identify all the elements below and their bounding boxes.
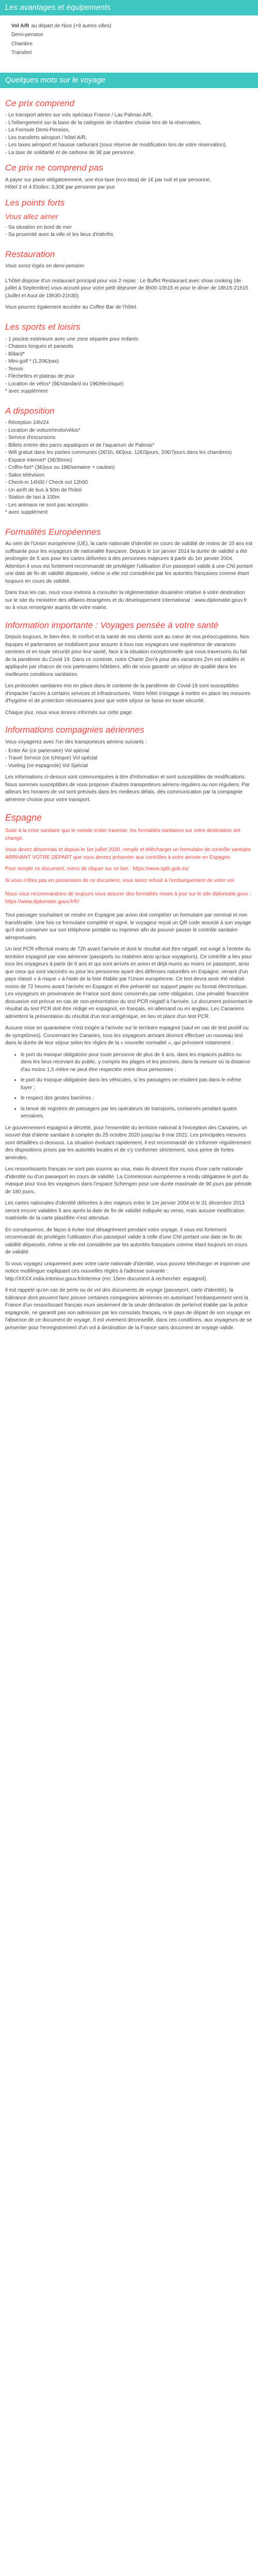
sports-line: - Fléchettes et plateau de jeux	[5, 374, 74, 379]
advantages-banner: Les avantages et équipements	[0, 0, 258, 15]
availability-line: - Les animaux ne sont pas acceptés	[5, 502, 88, 508]
included-line: - L'hébergement sur la base de la catégorie de chambre choisie lors de la réservation,	[5, 120, 202, 126]
flight-info-title: Informations compagnies aériennes	[5, 725, 144, 735]
included-title: Ce prix comprend	[5, 98, 75, 108]
views-list	[5, 224, 253, 239]
availability-line: - Espace internet* (2€/30min)	[5, 457, 73, 463]
sports-line: - Billard*	[5, 351, 25, 357]
advantage-item-text: Transfert	[11, 50, 32, 56]
spain-body-3: Aucune mise en quarantaine n'est exigée à l'arrivée sur le territoire espagnol (sauf en cas de test positif ou de symptômes). Concernant les Canaries, tous les voyageurs arrivant devront effectuer un nouveau test dans la durée de leur séjour selon les règles de la « nouvelle normalité », qui prévoient notamment :	[5, 1025, 249, 1046]
availability-line: * avec supplément	[5, 510, 48, 516]
availability-line: - Location de voiture/moto/vélos*	[5, 427, 80, 433]
sports-line: * avec supplément	[5, 388, 48, 394]
spain-body-6: Les cartes nationales d'identité délivrées à des majeurs entre le 1er janvier 2004 et le 31 décembre 2013 seront encore valables 5 ans après la date de fin de validité indiquée au verso, mais aucune modification matérielle de la carte plastifiée n'est attendue.	[5, 1200, 245, 1222]
availability-title: A disposition	[5, 405, 55, 416]
views-title: Vous allez aimer	[5, 212, 58, 221]
included-line: - Le transport aérien sur vols spéciaux France / Las Palmas A/R,	[5, 112, 153, 118]
spain-body-9: Il est rappelé qu'en cas de perte ou de vol des documents de voyage (passeport, carte d'identité), la tolérance dont peuvent faire preuve certaines compagnies aériennes en autorisant l'embarquement vers la France d'un ressortissant français muni seulement de la seule déclaration de perte/vol établie par la police espagnole, ne garantit pas son admission par les consulats français, ni le pays de départ de son voyage en l'absence de ce document de voyage. Il est vivement déconseillé, dans ces conditions, aux voyageurs de se présenter pour l'enregistrement d'un vol à destination de la France sans document de voyage valide.	[5, 1287, 252, 1331]
availability-line: - Coffre-fort* (3€/jour ou 18€/semaine + caution)	[5, 465, 115, 471]
spain-dots-list	[5, 1052, 253, 1121]
restauration-body: L'hôtel dispose d'un restaurant principal pour vos 2 repas : Le Buffet Restaurant avec show cooking (de juillet à Septembre) vous accueil pour votre petit déjeuner de 8h00-10h15 et pour le dîner de 18h15-21h15 (Juillet et Aout de 18h30-21h30).	[5, 278, 248, 299]
views-line: - Sa situation en bord de mer	[5, 224, 72, 230]
availability-line: - Station de taxi à 100m	[5, 495, 60, 501]
strong-points-title: Les points forts	[5, 197, 65, 208]
spain-red-note: Nous vous recommandons de toujours vous assurer des formalités mises à jour sur le site diplomatie.gouv : https://www.diplomatie.gouv.fr/fr/	[5, 891, 251, 905]
sports-line: - 1 piscine extérieure avec une zone séparée pour enfants	[5, 336, 138, 342]
advantage-item	[11, 41, 253, 48]
not-included-list	[5, 177, 253, 192]
important-body: Depuis toujours, le bien-être, le confort et la santé de nos clients sont au cœur de nos préoccupations. Nos équipes et partenaires se mobilisent pour assurer à tous nos voyageurs une expérience de vacances sereines et en toute sécurité pour leur santé, face à la situation exceptionnelle que nous traversons du fait de la pandémie du Covid 19. Dans ce contexte, notre Charte Zen'à pour des vacances Zen est validée et appliquée par chacun de nos partenaires hôteliers, afin de vous garantir un séjour de qualité dans les meilleures conditions sanitaires.	[5, 634, 250, 677]
availability-line: - Salon télévision	[5, 472, 45, 478]
availability-list	[5, 419, 253, 517]
advantage-item	[11, 23, 253, 30]
advantages-list	[11, 23, 253, 57]
restauration-lead: Vous serez logés en demi-pension	[5, 263, 85, 269]
availability-line: - Réception 24h/24	[5, 420, 49, 426]
advantage-item-text: au départ de Nice (+9 autres villes)	[31, 23, 111, 29]
important-title: Information importante : Voyages pensée à votre santé	[5, 620, 219, 630]
spain-body-1: Tout passager souhaitant se rendre en Espagne par avion doit compléter un formulaire par nominal et non transférable. Une fois ce formulaire complété et signé, le voyageur reçoit un QR code associé à son voyage qu'il doit conserver sur son téléphone portable ou imprimer afin de pouvoir passer le contrôle sanitaire aéroportuaire.	[5, 912, 251, 941]
restauration-title: Restauration	[5, 249, 55, 259]
flight-info-line: - Travel Service (ce tchèque) Vol spécial	[5, 755, 98, 761]
spain-dot-item: • le respect des gestes barrières ;	[21, 1095, 253, 1103]
spain-body-4: Le gouvernement espagnol a décrété, pour l'ensemble du territoire national à l'exception des Canaries, un nouvel état d'alerte sanitaire à compter du 25 octobre 2020 jusqu'au 9 mai 2021. Les principales mesures sont détaillées ci-dessous. La situation évoluant rapidement, il est recommandé de s'informer régulièrement des dispositions prises par les autorités locales et de s'y conformer strictement, sous peine de fortes amendes.	[5, 1125, 251, 1161]
not-included-title: Ce prix ne comprend pas	[5, 163, 103, 173]
availability-line: - Un arrêt de bus à 50m de l'hôtel	[5, 487, 82, 493]
sports-line: - Mini-golf * (1,20€/pax)	[5, 359, 59, 364]
spain-red-line: Suite à la crise sanitaire que le monde entier traverse, les formalités sanitaires sur votre destination ont changé.	[5, 828, 240, 841]
formalities-body: Au sein de l'Union européenne (UE), la carte nationale d'identité en cours de validité de moins de 10 ans est suffisante pour les voyageurs de nationalité française. Depuis le 1er janvier 2014 la durée de validité a été prolongée de 5 ans pour les cartes délivrées à des personnes majeures à partir du 1er janvier 2004. Attention il vous est fortement recommandé de privilégier l'utilisation d'un passeport valide à une CNI portant une date de fin de validité dépassée, même si elle est considérée par les autorités françaises comme étant toujours en cours de validité.	[5, 541, 253, 584]
spain-dot-item: • le port du masque obligatoire dans les véhicules, si les passagers ne résident pas dans le même foyer ;	[21, 1077, 253, 1092]
advantage-item-title: Vol A/R	[11, 23, 29, 29]
restauration-extra: Vous pourrez également accéder au Coffee Bar de l'hôtel.	[5, 304, 138, 311]
advantage-item-text: Demi-pension	[11, 32, 43, 38]
availability-line: - Service d'excursions	[5, 435, 56, 441]
not-included-line: A payer sur place obligatoirement, une éco-taxe (eco-tasa) de 1€ par nuit et par personne,	[5, 177, 212, 183]
not-included-line: Hôtel 3 et 4 Étoiles: 3,30€ par personne par jour	[5, 184, 115, 191]
spain-body-5: Les ressortissants français ne sont pas soumis au visa, mais ils doivent être munis d'une carte nationale d'identité ou d'un passeport en cours de validité. La Commission européenne a rendu obligatoire le port du masque pour tous les voyageurs dans l'espace Schengen pour une durée maximale de 90 jours par période de 180 jours.	[5, 1166, 252, 1195]
spain-body-2: Un test PCR effectué moins de 72h avant l'arrivée et dont le résultat doit être négatif, est exigé à l'entrée du territoire espagnol par voie aérienne (passports ou matières ainsi qu'aux voyageurs). Ce contrôle a lieu pour tous les voyageurs à partir de 6 ans et qui sont arrivés en avion et déjà munis au moins ce passeport, ainsi que ceux qui sont vaccinés ou pour les personnes ayant des défenses naturelles en Espagne, venant d'un pays classé « à risque » à l'aide de la liste établie par l'Union européenne. Ce test devra avoir été réalisé moins de 72 heures avant l'arrivée en Espagne et être présenté sur support papier ou format électronique. Les voyageurs en provenance de France sont donc concernés par cette obligation. Une pénalité financière dissuasive est prévue en cas de non-présentation du test PCR négatif à l'arrivée. Le document présentant le résultat du test PCR doit être rédigé en espagnol, en français, en allemand ou en anglais. Les Canariens admettent la présentation du résultat d'un test antigénique, en lieu et place d'un test PCR.	[5, 946, 253, 1020]
sports-line: - Tennis	[5, 366, 23, 372]
spain-dot-item: • la tenue de registres de passagers par les opérateurs de transports, conservés pendant quatre semaines.	[21, 1106, 253, 1121]
spain-red-line: Pour remplir ce document, merci de cliquer sur ce lien : https://www.spth.gob.es/	[5, 866, 189, 872]
important-extra: Les protocoles sanitaires mis en place dans le contexte de la pandémie de Covid-19 sont susceptibles d'impacter l'accès à certains services et infrastructures. Votre hôtel s'engage à mettre en place les mesures d'hygiène et de protection nécessaires pour que votre séjour se fasse en toute sécurité.	[5, 683, 250, 704]
sports-list	[5, 336, 253, 396]
formalities-title: Formalités Européennes	[5, 527, 101, 537]
trip-section	[0, 88, 258, 1340]
included-line: - La Formule Demi-Pension,	[5, 127, 70, 133]
spain-title: Espagne	[5, 812, 42, 823]
flight-info-lead: Vous voyagerez avec l'un des transporteurs aériens suivants :	[5, 739, 147, 745]
availability-line: - Billets entrée des parcs aquatiques et de l'aquarium de Palmas*	[5, 442, 155, 448]
advantages-section	[0, 15, 258, 63]
spain-red-line: Vous devez désormais et depuis le 1er juillet 2020, remplir et télécharger un formulaire de contrôle sanitaire ARRIVANT VOTRE DÉPART que vous devrez présenter aux contrôles à votre arrivée en Espagne.	[5, 847, 251, 860]
flight-info-list	[5, 748, 253, 770]
flight-info-line: - Vueling (ce espagnole) Vol Spécial	[5, 762, 88, 769]
advantage-item	[11, 49, 253, 57]
formalities-extra: Dans tous les cas, nous vous invitons à consulter la réglementation douanière relative à votre destination sur le site du ministère des affaires étrangères et du développement international : www.diplomatie.gouv.fr ou à vous renseigner auprès de votre mairie.	[5, 590, 247, 611]
views-line: - Sa proximité avec la ville et les lieux d'intérêts	[5, 232, 114, 238]
included-line: - Les taxes aéroport et hausse carburant (sous réserve de modification lors de votre réservation),	[5, 142, 227, 148]
advantage-item	[11, 31, 253, 39]
sports-title: Les sports et loisirs	[5, 321, 80, 332]
sports-line: - Location de vélos* (5€/standard ou 19€/électrique)	[5, 381, 124, 387]
included-line: - Les transferts aéroport / hôtel A/R,	[5, 134, 87, 141]
flight-info-line: - Enter Air (ce partenaire) Vol spécial	[5, 748, 89, 754]
flight-info-body: Les informations ci-dessus sont communiquées à titre d'information et sont susceptibles de modifications. Nous sommes susceptibles de vous proposer d'autres transporteurs aériens réguliers ou non réguliers. Par ailleurs les horaires de vol sont précisés dans les meilleurs délais, dès communication par la compagnie aérienne choisie pour votre transport.	[5, 774, 250, 803]
spain-body-7: En conséquence, de façon à éviter tout désagrément pendant votre voyage, il vous est fortement recommandé de privilégier l'utilisation d'un passeport valide à celle d'une CNI portant une date de fin de validité dépassée, même si elle est considérée par les autorités françaises comme étant toujours en cours de validité.	[5, 1227, 248, 1256]
sports-line: - Chaises longues et parasols	[5, 344, 73, 349]
spain-body-8: Si vous voyagez uniquement avec votre carte nationale d'identité, vous pouvez télécharger et imprimer une notice multilingue expliquant ces nouvelles règles à l'adresse suivante : http://XXXX.india.interieur.gouv.fr/interieur (rm: 15em document à rechercher: espagnol).	[5, 1261, 250, 1282]
spain-dot-item: • le port du masque obligatoire pour toute personne de plus de 6 ans, dans les espaces publics ou dans les lieux recevant du public, y compris les plages et les piscines, dans la mesure où la distance d'au moins 1,5 mètre ne peut être respectée entre deux personnes ;	[21, 1052, 253, 1074]
important-note: Chaque jour, nous vous tenons informés sur cette page.	[5, 709, 133, 716]
advantage-item-text: Chambre	[11, 41, 33, 47]
trip-banner: Quelques mots sur le voyage	[0, 73, 258, 88]
availability-line: - Check-in 14h00 / Check out 12h00	[5, 480, 88, 486]
included-list	[5, 112, 253, 157]
availability-line: - Wifi gratuit dans les parties communes (2€/1h, 6€/jour, 12€/3jours, 20€/7jours dans les chambres)	[5, 450, 232, 456]
included-line: - La taxe de solidarité et de carbone de 3€ par personne.	[5, 149, 135, 156]
spain-red-line: Si vous n'êtes pas en possession de ce document, vous serez refusé à l'embarquement de votre vol.	[5, 877, 235, 884]
